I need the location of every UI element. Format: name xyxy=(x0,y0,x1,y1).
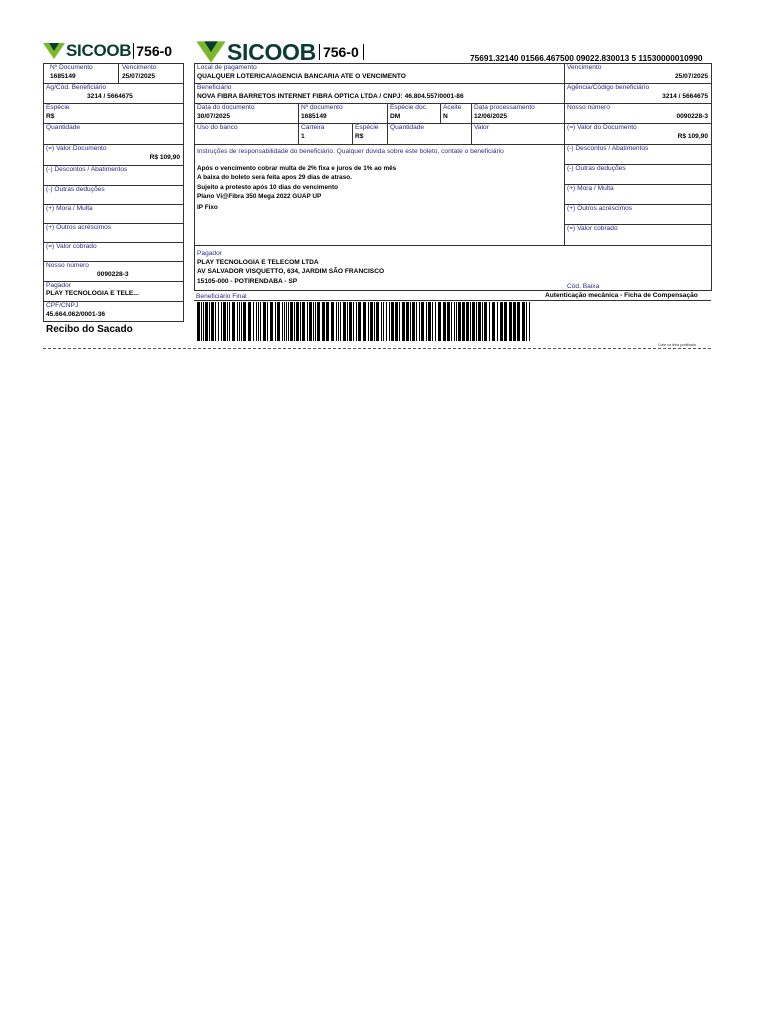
sicoob-logo-icon xyxy=(196,40,226,64)
slip-agency-cell xyxy=(564,83,711,103)
slip-agency-label: Agência/Código beneficiário xyxy=(567,84,650,91)
receipt-bank-name: SICOOB xyxy=(66,41,132,60)
barcode-bar xyxy=(288,302,289,341)
receipt-charged-value-cell xyxy=(43,242,183,261)
barcode xyxy=(197,302,535,341)
barcode-bar xyxy=(286,302,287,341)
barcode-bar xyxy=(209,302,210,341)
slip-acceptance-label: Aceite xyxy=(443,104,462,111)
barcode-bar xyxy=(509,302,512,341)
barcode-bar xyxy=(338,302,339,341)
receipt-quantity-label: Quantidade xyxy=(46,124,81,131)
barcode-bar xyxy=(517,302,520,341)
slip-bank-use-cell xyxy=(194,123,298,144)
slip-instructions-label: Instruções de responsabilidade do beneficiário. Qualquer dúvida sobre este boleto, contate o beneficiário xyxy=(197,148,504,155)
slip-beneficiary-label: Beneficiário xyxy=(197,84,232,91)
barcode-bar xyxy=(529,302,530,341)
slip-doc-value-label: (=) Valor do Documento xyxy=(567,124,637,131)
barcode-bar xyxy=(275,302,276,341)
barcode-bar xyxy=(227,302,228,341)
receipt-table xyxy=(43,63,184,322)
receipt-cpf-cnpj-label: CPF/CNPJ xyxy=(46,302,79,309)
barcode-bar xyxy=(466,302,469,341)
barcode-bar xyxy=(237,302,238,341)
barcode-bar xyxy=(419,302,420,341)
slip-final-beneficiary-rule xyxy=(194,300,711,301)
barcode-bar xyxy=(482,302,483,341)
slip-processing-date-cell xyxy=(471,103,564,123)
barcode-bar xyxy=(406,302,409,341)
barcode-bar xyxy=(478,302,481,341)
slip-other-additions-label: (+) Outros acréscimos xyxy=(567,205,633,212)
slip-due-date-value: 25/07/2025 xyxy=(674,73,708,80)
barcode-bar xyxy=(358,302,361,341)
cut-line-caption: Corte na linha pontilhada xyxy=(658,343,696,347)
barcode-bar xyxy=(315,302,316,341)
receipt-our-number-value: 0090228-3 xyxy=(97,271,129,278)
receipt-agency-value: 3214 / 5664675 xyxy=(87,93,133,100)
slip-payment-place-label: Local de pagamento xyxy=(197,64,257,71)
slip-doc-value-cell xyxy=(564,123,711,144)
barcode-bar xyxy=(462,302,465,341)
barcode-bar xyxy=(368,302,369,341)
slip-other-additions-cell xyxy=(564,204,711,224)
slip-quantity-label: Quantidade xyxy=(390,124,425,131)
slip-value-cell xyxy=(471,123,564,144)
receipt-species-cell xyxy=(43,103,183,123)
slip-due-date-cell xyxy=(564,63,711,83)
barcode-bar xyxy=(416,302,417,341)
slip-other-deductions-label: (-) Outras deduções xyxy=(567,165,626,172)
barcode-bar xyxy=(426,302,427,341)
barcode-bar xyxy=(395,302,398,341)
barcode-bar xyxy=(500,302,503,341)
receipt-doc-value-cell xyxy=(43,144,183,165)
barcode-bar xyxy=(343,302,346,341)
slip-agency-value: 3214 / 5664675 xyxy=(662,93,708,100)
instruction-line: Plano Vi@Fibra 350 Mega 2022 GUAP UP xyxy=(197,193,322,200)
barcode-bar xyxy=(386,302,387,341)
slip-doc-species-label: Espécie doc. xyxy=(390,104,428,111)
receipt-other-deductions-label: (-) Outras deduções xyxy=(46,186,105,193)
barcode-bar xyxy=(470,302,471,341)
barcode-bar xyxy=(472,302,475,341)
slip-due-date-label: Vencimento xyxy=(567,64,602,71)
slip-final-beneficiary: Beneficiário Final xyxy=(196,293,247,300)
barcode-bar xyxy=(201,302,202,341)
barcode-bar xyxy=(223,302,226,341)
slip-payment-place-cell xyxy=(194,63,564,83)
slip-doc-date-cell xyxy=(194,103,298,123)
barcode-bar xyxy=(253,302,254,341)
barcode-bar xyxy=(302,302,305,341)
receipt-other-deductions-cell xyxy=(43,185,183,204)
barcode-bar xyxy=(438,302,441,341)
slip-payer-cell xyxy=(194,245,711,290)
receipt-payer-cell xyxy=(43,281,183,301)
slip-interest-cell xyxy=(564,184,711,204)
barcode-bar xyxy=(391,302,394,341)
slip-payer-line: 15105-000 - POTIRENDABA - SP xyxy=(197,278,298,285)
instruction-line: Sujeito a protesto após 10 dias do vencimento xyxy=(197,184,338,191)
barcode-bar xyxy=(497,302,498,341)
slip-doc-species-cell xyxy=(387,103,440,123)
barcode-bar xyxy=(374,302,375,341)
slip-charged-value-label: (=) Valor cobrado xyxy=(567,225,618,232)
barcode-bar xyxy=(432,302,433,341)
slip-cod-baixa: Cód. Baixa xyxy=(567,283,600,290)
slip-instructions-cell xyxy=(194,144,564,245)
slip-doc-number-label: Nº documento xyxy=(301,104,343,111)
barcode-bar xyxy=(363,302,366,341)
barcode-bar xyxy=(277,302,280,341)
slip-table xyxy=(194,63,712,291)
barcode-bar xyxy=(458,302,461,341)
barcode-bar xyxy=(241,302,242,341)
slip-doc-number-cell xyxy=(298,103,387,123)
barcode-bar xyxy=(232,302,235,341)
slip-discounts-cell xyxy=(564,144,711,164)
barcode-bar xyxy=(402,302,405,341)
barcode-bar xyxy=(294,302,295,341)
barcode-bar xyxy=(215,302,216,341)
barcode-bar xyxy=(284,302,285,341)
barcode-bar xyxy=(260,302,261,341)
slip-our-number-cell xyxy=(564,103,711,123)
receipt-discounts-label: (-) Descontos / Abatimentos xyxy=(46,166,128,173)
receipt-bank-code: 756-0 xyxy=(133,43,172,59)
receipt-payer-value: PLAY TECNOLOGIA E TELE... xyxy=(46,290,139,297)
receipt-other-additions-label: (+) Outros acréscimos xyxy=(46,224,112,231)
slip-charged-value-cell xyxy=(564,224,711,245)
slip-payer-label: Pagador xyxy=(197,250,222,257)
receipt-interest-cell xyxy=(43,204,183,223)
slip-value-label: Valor xyxy=(474,124,489,131)
slip-beneficiary-value: NOVA FIBRA BARRETOS INTERNET FIBRA OPTICA LTDA / CNPJ: 46.804.557/0001-86 xyxy=(197,93,464,100)
barcode-bar xyxy=(353,302,354,341)
receipt-charged-value-label: (=) Valor cobrado xyxy=(46,243,97,250)
receipt-agency-label: Ag/Cód. Beneficiário xyxy=(46,84,107,91)
barcode-bar xyxy=(451,302,452,341)
receipt-doc-number-label: Nº Documento xyxy=(50,64,93,71)
digitable-line: 75691.32140 01566.467500 09022.830013 5 11530000010990 xyxy=(470,53,703,63)
slip-interest-label: (+) Mora / Multa xyxy=(567,185,614,192)
sicoob-logo-icon xyxy=(43,42,65,60)
barcode-bar xyxy=(239,302,240,341)
receipt-species-label: Espécie xyxy=(46,104,70,111)
barcode-bar xyxy=(243,302,246,341)
slip-bank-name: SICOOB xyxy=(227,38,316,65)
receipt-bank-logo xyxy=(43,40,172,62)
barcode-bar xyxy=(336,302,337,341)
barcode-bar xyxy=(410,302,411,341)
barcode-bar xyxy=(218,302,219,341)
slip-beneficiary-cell xyxy=(194,83,564,103)
receipt-due-date-cell xyxy=(118,63,183,83)
barcode-bar xyxy=(492,302,495,341)
slip-discounts-label: (-) Descontos / Abatimentos xyxy=(567,145,649,152)
slip-acceptance-value: N xyxy=(443,113,448,120)
barcode-bar xyxy=(454,302,455,341)
instruction-line: IP Fixo xyxy=(197,204,218,211)
slip-species-label: Espécie xyxy=(355,124,379,131)
barcode-bar xyxy=(476,302,477,341)
barcode-bar xyxy=(258,302,259,341)
instruction-line: Após o vencimento cobrar multa de 2% fixa e juros de 1% ao mês xyxy=(197,165,397,172)
slip-payer-line: AV SALVADOR VISQUETTO, 634, JARDIM SÃO FRANCISCO xyxy=(197,268,385,275)
barcode-bar xyxy=(313,302,314,341)
receipt-discounts-cell xyxy=(43,165,183,185)
slip-our-number-label: Nosso número xyxy=(567,104,610,111)
slip-our-number-value: 0090228-3 xyxy=(676,113,708,120)
barcode-bar xyxy=(296,302,299,341)
barcode-bar xyxy=(504,302,507,341)
slip-doc-species-value: DM xyxy=(390,113,401,120)
barcode-bar xyxy=(205,302,208,341)
barcode-bar xyxy=(376,302,379,341)
receipt-footer-title: Recibo do Sacado xyxy=(46,324,133,335)
slip-bank-code: 756-0 xyxy=(319,44,364,60)
barcode-bar xyxy=(309,302,312,341)
barcode-bar xyxy=(331,302,334,341)
barcode-bar xyxy=(399,302,400,341)
barcode-bar xyxy=(389,302,390,341)
barcode-bar xyxy=(256,302,257,341)
slip-portfolio-cell xyxy=(298,123,352,144)
receipt-cpf-cnpj-cell xyxy=(43,301,183,321)
receipt-species-value: R$ xyxy=(46,113,55,120)
barcode-bar xyxy=(347,302,348,341)
slip-doc-date-value: 30/07/2025 xyxy=(197,113,231,120)
receipt-due-date-label: Vencimento xyxy=(122,64,157,71)
barcode-bar xyxy=(282,302,283,341)
barcode-bar xyxy=(412,302,415,341)
slip-bank-use-label: Uso do banco xyxy=(197,124,238,131)
receipt-quantity-cell xyxy=(43,123,183,144)
cut-line xyxy=(43,348,711,349)
slip-doc-value-value: R$ 109,90 xyxy=(677,133,708,140)
barcode-bar xyxy=(381,302,382,341)
slip-species-cell xyxy=(352,123,387,144)
slip-other-deductions-cell xyxy=(564,164,711,184)
barcode-bar xyxy=(456,302,457,341)
receipt-agency-cell xyxy=(43,83,183,103)
receipt-our-number-cell xyxy=(43,261,183,281)
barcode-bar xyxy=(522,302,525,341)
barcode-bar xyxy=(300,302,301,341)
barcode-bar xyxy=(270,302,273,341)
slip-doc-date-label: Data do documento xyxy=(197,104,255,111)
barcode-bar xyxy=(290,302,293,341)
barcode-bar xyxy=(435,302,436,341)
slip-payer-line: PLAY TECNOLOGIA E TELECOM LTDA xyxy=(197,259,319,266)
barcode-bar xyxy=(229,302,230,341)
barcode-bar xyxy=(443,302,446,341)
barcode-bar xyxy=(526,302,527,341)
barcode-bar xyxy=(356,302,357,341)
barcode-bar xyxy=(317,302,320,341)
barcode-bar xyxy=(370,302,373,341)
barcode-bar xyxy=(340,302,341,341)
barcode-bar xyxy=(263,302,266,341)
slip-processing-date-label: Data processamento xyxy=(474,104,535,111)
barcode-bar xyxy=(428,302,431,341)
barcode-bar xyxy=(513,302,516,341)
receipt-due-date-value: 25/07/2025 xyxy=(122,73,156,80)
slip-quantity-cell xyxy=(387,123,471,144)
barcode-bar xyxy=(326,302,329,341)
receipt-interest-label: (+) Mora / Multa xyxy=(46,205,93,212)
slip-authentication: Autenticação mecânica - Ficha de Compensação xyxy=(545,292,698,299)
barcode-bar xyxy=(221,302,222,341)
receipt-our-number-label: Nosso número xyxy=(46,262,89,269)
receipt-other-additions-cell xyxy=(43,223,183,242)
slip-portfolio-label: Carteira xyxy=(301,124,325,131)
barcode-bar xyxy=(484,302,487,341)
instruction-line: A baixa do boleto sera feita apos 29 dias de atraso. xyxy=(197,174,352,181)
slip-species-value: R$ xyxy=(355,133,364,140)
barcode-bar xyxy=(267,302,268,341)
slip-acceptance-cell xyxy=(440,103,471,123)
receipt-cpf-cnpj-value: 45.664.062/0001-36 xyxy=(46,311,106,318)
slip-payment-place-value: QUALQUER LOTERICA/AGENCIA BANCARIA ATE O VENCIMENTO xyxy=(197,73,406,80)
barcode-bar xyxy=(307,302,308,341)
barcode-bar xyxy=(211,302,214,341)
barcode-bar xyxy=(248,302,251,341)
barcode-bar xyxy=(421,302,424,341)
barcode-bar xyxy=(197,302,200,341)
receipt-doc-number-value: 1685149 xyxy=(50,73,76,80)
barcode-bar xyxy=(203,302,204,341)
barcode-bar xyxy=(447,302,450,341)
receipt-doc-value-value: R$ 109,90 xyxy=(149,154,180,161)
receipt-doc-value-label: (=) Valor Documento xyxy=(46,145,107,152)
slip-doc-number-value: 1685149 xyxy=(301,113,327,120)
barcode-bar xyxy=(489,302,490,341)
slip-portfolio-value: 1 xyxy=(301,133,305,140)
barcode-bar xyxy=(349,302,352,341)
receipt-doc-number-cell xyxy=(43,63,118,83)
slip-bank-logo xyxy=(196,38,364,66)
barcode-bar xyxy=(322,302,325,341)
barcode-bar xyxy=(383,302,384,341)
slip-processing-date-value: 12/06/2025 xyxy=(474,113,508,120)
receipt-payer-label: Pagador xyxy=(46,282,71,289)
